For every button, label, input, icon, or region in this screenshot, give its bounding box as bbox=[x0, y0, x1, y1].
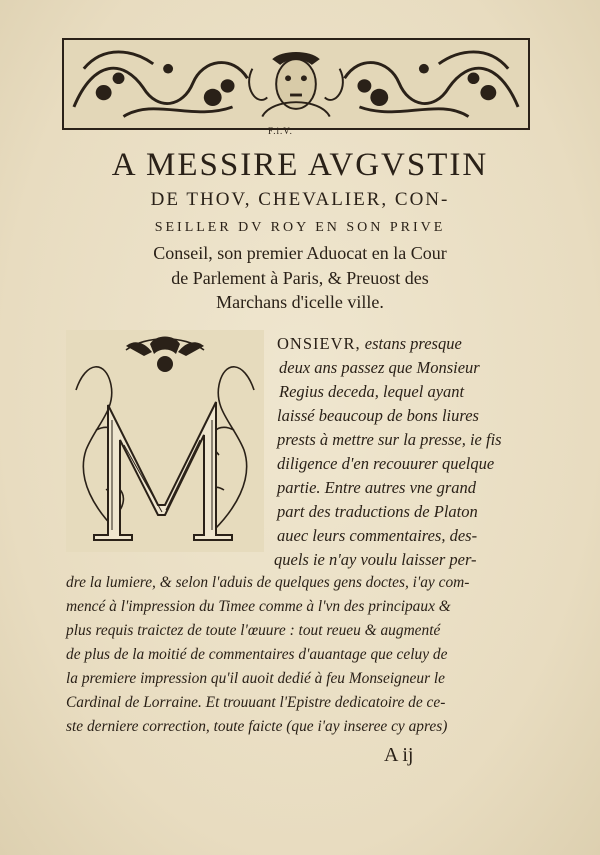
body-line-12: mencé à l'impression du Timee comme à l'vn des principaux & bbox=[66, 598, 451, 615]
ornamental-headband bbox=[62, 38, 530, 130]
body-line-9: auec leurs commentaires, des- bbox=[277, 526, 478, 545]
body-line-17: ste derniere correction, toute faicte (que i'ay inseree cy apres) bbox=[66, 718, 448, 735]
title-line-4: Conseil, son premier Aduocat en la Cour bbox=[153, 243, 447, 263]
opening-word: ONSIEVR, bbox=[277, 334, 361, 353]
body-line-14: de plus de la moitié de commentaires d'auantage que celuy de bbox=[66, 646, 448, 663]
body-line-2: deux ans passez que Monsieur bbox=[279, 358, 480, 377]
body-line-5: prests à mettre sur la presse, ie fis bbox=[277, 430, 502, 449]
body-line-16: Cardinal de Lorraine. Et trouuant l'Epistre dedicatoire de ce- bbox=[66, 694, 446, 711]
body-line-7: partie. Entre autres vne grand bbox=[277, 478, 477, 497]
decorated-initial bbox=[66, 330, 264, 552]
title-line-5: de Parlement à Paris, & Preuost des bbox=[171, 268, 429, 288]
signature-mark: A ij bbox=[384, 744, 414, 766]
body-line-6: diligence d'en recouurer quelque bbox=[277, 454, 495, 473]
title-line-6: Marchans d'icelle ville. bbox=[216, 292, 384, 312]
body-line-4: laissé beaucoup de bons liures bbox=[277, 406, 479, 425]
body-text: estans presque bbox=[364, 334, 462, 353]
body-line-15: la premiere impression qu'il auoit dedié à feu Monseigneur le bbox=[66, 670, 446, 687]
body-line-13: plus requis traictez de toute l'œuure : tout reueu & augmenté bbox=[66, 622, 441, 639]
title-line-2: DE THOV, CHEVALIER, CON- bbox=[150, 189, 450, 210]
foliage-ornament-icon bbox=[64, 40, 528, 128]
title-line-1: A MESSIRE AVGVSTIN bbox=[111, 147, 489, 183]
body-line-1 bbox=[277, 334, 462, 354]
body-line-11: dre la lumiere, & selon l'aduis de quelques gens doctes, i'ay com- bbox=[66, 574, 470, 591]
printer-signature: F.i.V. bbox=[268, 126, 293, 136]
body-line-8: part des traductions de Platon bbox=[277, 502, 478, 521]
body-line-10: quels ie n'ay voulu laisser per- bbox=[274, 550, 477, 569]
title-line-3: SEILLER DV ROY EN SON PRIVE bbox=[154, 220, 446, 235]
ornamental-initial-m-icon bbox=[66, 330, 264, 552]
body-line-3: Regius deceda, lequel ayant bbox=[279, 382, 465, 401]
